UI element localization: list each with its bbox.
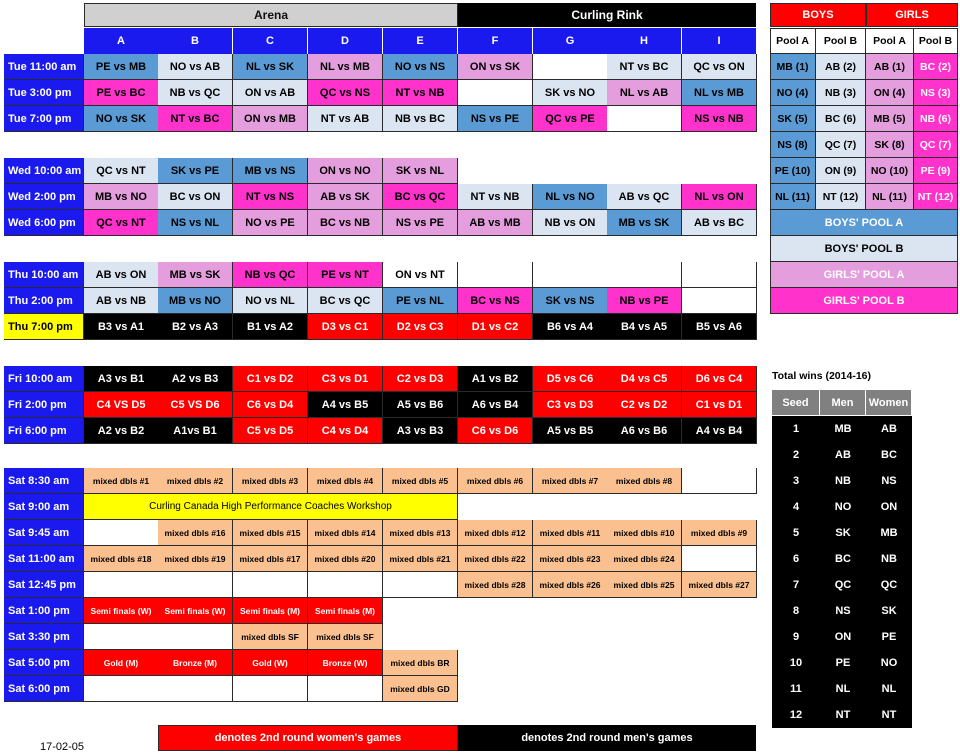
pool-team: MB (1) [770,54,816,80]
game-cell: B3 vs A1 [84,314,159,340]
game-cell: NS vs NL [158,210,233,236]
wins-cell: AB [866,416,912,442]
empty-cell [84,676,159,702]
empty-cell [84,624,159,650]
game-cell: QC vs NT [84,158,159,184]
game-cell: NO vs SK [84,106,159,132]
game-cell: AB vs MB [458,210,533,236]
game-cell: mixed dbls #2 [158,468,233,494]
empty-cell [682,262,757,288]
game-cell: NS vs NB [682,106,757,132]
wins-cell: NL [820,676,866,702]
column-header-h: H [607,28,682,54]
game-cell: SK vs NO [533,80,608,106]
game-cell: mixed dbls #7 [533,468,608,494]
game-cell: BC vs QC [308,288,383,314]
game-cell: NL vs MB [682,80,757,106]
curling-rink-header: Curling Rink [458,3,756,27]
game-cell: SK vs NS [533,288,608,314]
game-cell: NL vs ON [682,184,757,210]
time-slot-label: Sat 11:00 am [4,546,84,572]
game-cell: B2 vs A3 [158,314,233,340]
wins-cell: 8 [772,598,820,624]
game-cell: NB vs BC [383,106,458,132]
pool-team: BC (2) [914,54,958,80]
column-header-e: E [383,28,458,54]
game-cell: BC vs ON [158,184,233,210]
game-cell: A4 vs B5 [308,392,383,418]
game-cell: C6 vs D4 [233,392,308,418]
wins-cell: ON [866,494,912,520]
game-cell: D4 vs C5 [607,366,682,392]
pool-legend-item: BOYS' POOL B [770,236,958,262]
game-cell: NS vs PE [383,210,458,236]
game-cell: NT vs NS [233,184,308,210]
game-cell: mixed dbls #11 [533,520,608,546]
wins-cell: SK [820,520,866,546]
game-cell: QC vs NS [308,80,383,106]
game-cell: mixed dbls SF [308,624,383,650]
game-cell: B1 vs A2 [233,314,308,340]
game-cell: C6 vs D6 [458,418,533,444]
game-cell: NT vs BC [158,106,233,132]
time-slot-label: Fri 10:00 am [4,366,84,392]
time-slot-label: Wed 2:00 pm [4,184,84,210]
pool-team: SK (5) [770,106,816,132]
game-cell: mixed dbls #6 [458,468,533,494]
empty-cell [533,262,608,288]
wins-cell: MB [866,520,912,546]
game-cell: D6 vs C4 [682,366,757,392]
wins-cell: 4 [772,494,820,520]
wins-header: Women [866,390,912,416]
pool-team: PE (9) [914,158,958,184]
game-cell: PE vs MB [84,54,159,80]
game-cell: PE vs NL [383,288,458,314]
pool-team: PE (10) [770,158,816,184]
game-cell: mixed dbls #27 [682,572,757,598]
wins-cell: AB [820,442,866,468]
game-cell: NL vs NO [533,184,608,210]
game-cell: B4 vs A5 [607,314,682,340]
pool-team: MB (5) [866,106,914,132]
game-cell: A1vs B1 [158,418,233,444]
pool-team: NT (12) [914,184,958,210]
game-cell: BC vs NS [458,288,533,314]
time-slot-label: Thu 2:00 pm [4,288,84,314]
empty-cell [233,676,308,702]
game-cell: mixed dbls #28 [458,572,533,598]
game-cell: PE vs NT [308,262,383,288]
time-slot-label: Wed 6:00 pm [4,210,84,236]
pool-legend-item: BOYS' POOL A [770,210,958,236]
empty-cell [607,106,682,132]
game-cell: NB vs PE [607,288,682,314]
wins-cell: NO [866,650,912,676]
game-cell: NT vs NB [383,80,458,106]
arena-header: Arena [84,3,458,27]
game-cell: C1 vs D2 [233,366,308,392]
pool-team: AB (2) [816,54,866,80]
game-cell: C5 vs D5 [233,418,308,444]
pool-team: NB (3) [816,80,866,106]
mens-round-note: denotes 2nd round men's games [458,725,756,751]
game-cell: NS vs PE [458,106,533,132]
game-cell: mixed dbls #3 [233,468,308,494]
game-cell: A4 vs B4 [682,418,757,444]
pool-header: Pool B [816,28,866,54]
game-cell: AB vs SK [308,184,383,210]
wins-cell: NO [820,494,866,520]
wins-cell: SK [866,598,912,624]
empty-cell [383,572,458,598]
wins-cell: NB [866,546,912,572]
pool-team: NL (11) [770,184,816,210]
game-cell: mixed dbls #5 [383,468,458,494]
wins-cell: 11 [772,676,820,702]
pool-team: NL (11) [866,184,914,210]
game-cell: C2 vs D2 [607,392,682,418]
game-cell: ON vs MB [233,106,308,132]
game-cell: Semi finals (W) [158,598,233,624]
wins-cell: QC [866,572,912,598]
time-slot-label: Sat 3:30 pm [4,624,84,650]
pool-team: BC (6) [816,106,866,132]
game-cell: A3 vs B3 [383,418,458,444]
game-cell: B5 vs A6 [682,314,757,340]
wins-cell: BC [820,546,866,572]
game-cell: QC vs ON [682,54,757,80]
game-cell: NB vs QC [158,80,233,106]
girls-header: GIRLS [866,3,958,27]
time-slot-label: Tue 11:00 am [4,54,84,80]
wins-cell: MB [820,416,866,442]
game-cell: NT vs AB [308,106,383,132]
pool-legend-item: GIRLS' POOL A [770,262,958,288]
wins-cell: 10 [772,650,820,676]
empty-cell [458,80,533,106]
game-cell: NL vs SK [233,54,308,80]
time-slot-label: Wed 10:00 am [4,158,84,184]
pool-team: NS (8) [770,132,816,158]
game-cell: D2 vs C3 [383,314,458,340]
wins-header: Seed [772,390,820,416]
empty-cell [158,572,233,598]
column-header-i: I [682,28,757,54]
game-cell: mixed dbls #8 [607,468,682,494]
game-cell: A2 vs B3 [158,366,233,392]
time-slot-label: Sat 9:00 am [4,494,84,520]
game-cell: mixed dbls #26 [533,572,608,598]
game-cell: mixed dbls #14 [308,520,383,546]
game-cell: QC vs PE [533,106,608,132]
game-cell: mixed dbls #10 [607,520,682,546]
empty-cell [84,520,159,546]
game-cell: Semi finals (M) [233,598,308,624]
game-cell: C5 VS D6 [158,392,233,418]
document-date: 17-02-05 [40,741,85,753]
game-cell: mixed dbls #21 [383,546,458,572]
empty-cell [682,288,757,314]
empty-cell [682,468,757,494]
game-cell: NL vs AB [607,80,682,106]
game-cell: ON vs AB [233,80,308,106]
column-header-d: D [308,28,383,54]
game-cell: mixed dbls #20 [308,546,383,572]
game-cell: mixed dbls #12 [458,520,533,546]
wins-cell: 2 [772,442,820,468]
wins-cell: NT [866,702,912,728]
pool-team: NT (12) [816,184,866,210]
game-cell: A3 vs B1 [84,366,159,392]
empty-cell [233,572,308,598]
boys-header: BOYS [770,3,866,27]
time-slot-label: Sat 6:00 pm [4,676,84,702]
game-cell: Bronze (M) [158,650,233,676]
game-cell: mixed dbls #18 [84,546,159,572]
pool-team: NO (10) [866,158,914,184]
game-cell: mixed dbls #4 [308,468,383,494]
time-slot-label: Sat 8:30 am [4,468,84,494]
wins-cell: 6 [772,546,820,572]
empty-cell [458,262,533,288]
game-cell: A2 vs B2 [84,418,159,444]
wins-cell: NS [820,598,866,624]
game-cell: D1 vs C2 [458,314,533,340]
game-cell: A5 vs B5 [533,418,608,444]
empty-cell [607,262,682,288]
empty-cell [158,624,233,650]
column-header-a: A [84,28,159,54]
pool-header: Pool A [866,28,914,54]
game-cell: A6 vs B4 [458,392,533,418]
game-cell: Bronze (W) [308,650,383,676]
wins-cell: QC [820,572,866,598]
game-cell: MB vs NO [84,184,159,210]
wins-cell: 12 [772,702,820,728]
wins-cell: PE [820,650,866,676]
time-slot-label: Sat 9:45 am [4,520,84,546]
game-cell: SK vs NL [383,158,458,184]
time-slot-label: Sat 1:00 pm [4,598,84,624]
total-wins-title: Total wins (2014-16) [772,370,872,382]
time-slot-label: Tue 7:00 pm [4,106,84,132]
pool-team: QC (7) [816,132,866,158]
wins-cell: 5 [772,520,820,546]
empty-cell [308,572,383,598]
game-cell: Gold (W) [233,650,308,676]
game-cell: MB vs SK [607,210,682,236]
game-cell: NB vs QC [233,262,308,288]
wins-cell: ON [820,624,866,650]
empty-cell [682,546,757,572]
game-cell: mixed dbls #22 [458,546,533,572]
game-cell: NB vs ON [533,210,608,236]
game-cell: mixed dbls #17 [233,546,308,572]
game-cell: mixed dbls BR [383,650,458,676]
game-cell: mixed dbls #16 [158,520,233,546]
column-header-g: G [533,28,608,54]
time-slot-label: Thu 7:00 pm [4,314,84,340]
game-cell: ON vs NO [308,158,383,184]
empty-cell [533,54,608,80]
game-cell: mixed dbls #19 [158,546,233,572]
time-slot-label: Thu 10:00 am [4,262,84,288]
game-cell: Semi finals (W) [84,598,159,624]
pool-team: AB (1) [866,54,914,80]
game-cell: mixed dbls #15 [233,520,308,546]
game-cell: ON vs NT [383,262,458,288]
game-cell: D3 vs C1 [308,314,383,340]
wins-cell: PE [866,624,912,650]
game-cell: C2 vs D3 [383,366,458,392]
pool-team: NB (6) [914,106,958,132]
game-cell: mixed dbls #23 [533,546,608,572]
empty-cell [84,572,159,598]
game-cell: C3 vs D1 [308,366,383,392]
game-cell: mixed dbls SF [233,624,308,650]
column-header-f: F [458,28,533,54]
game-cell: NT vs BC [607,54,682,80]
wins-header: Men [820,390,866,416]
game-cell: NO vs NL [233,288,308,314]
empty-cell [158,676,233,702]
workshop-banner: Curling Canada High Performance Coaches Workshop [84,494,458,520]
game-cell: NO vs PE [233,210,308,236]
pool-team: NS (3) [914,80,958,106]
game-cell: C1 vs D1 [682,392,757,418]
game-cell: NT vs NB [458,184,533,210]
game-cell: AB vs QC [607,184,682,210]
game-cell: ON vs SK [458,54,533,80]
column-header-c: C [233,28,308,54]
game-cell: D5 vs C6 [533,366,608,392]
game-cell: NO vs AB [158,54,233,80]
game-cell: C4 vs D4 [308,418,383,444]
game-cell: A6 vs B6 [607,418,682,444]
game-cell: PE vs BC [84,80,159,106]
wins-cell: NT [820,702,866,728]
pool-team: ON (9) [816,158,866,184]
game-cell: SK vs PE [158,158,233,184]
game-cell: mixed dbls GD [383,676,458,702]
game-cell: BC vs NB [308,210,383,236]
game-cell: mixed dbls #1 [84,468,159,494]
game-cell: mixed dbls #24 [607,546,682,572]
womens-round-note: denotes 2nd round women's games [158,725,458,751]
time-slot-label: Sat 12:45 pm [4,572,84,598]
game-cell: C3 vs D3 [533,392,608,418]
game-cell: MB vs SK [158,262,233,288]
wins-cell: NB [820,468,866,494]
wins-cell: 1 [772,416,820,442]
pool-header: Pool B [914,28,958,54]
game-cell: A1 vs B2 [458,366,533,392]
column-header-b: B [158,28,233,54]
wins-cell: NL [866,676,912,702]
wins-cell: 7 [772,572,820,598]
game-cell: AB vs NB [84,288,159,314]
pool-header: Pool A [770,28,816,54]
game-cell: QC vs NT [84,210,159,236]
game-cell: Semi finals (M) [308,598,383,624]
game-cell: mixed dbls #9 [682,520,757,546]
time-slot-label: Tue 3:00 pm [4,80,84,106]
wins-cell: 9 [772,624,820,650]
game-cell: NO vs NS [383,54,458,80]
game-cell: NL vs MB [308,54,383,80]
game-cell: B6 vs A4 [533,314,608,340]
game-cell: MB vs NS [233,158,308,184]
wins-cell: 3 [772,468,820,494]
game-cell: MB vs NO [158,288,233,314]
game-cell: C4 VS D5 [84,392,159,418]
pool-team: NO (4) [770,80,816,106]
time-slot-label: Sat 5:00 pm [4,650,84,676]
wins-cell: BC [866,442,912,468]
game-cell: Gold (M) [84,650,159,676]
game-cell: AB vs ON [84,262,159,288]
game-cell: mixed dbls #25 [607,572,682,598]
game-cell: AB vs BC [682,210,757,236]
game-cell: A5 vs B6 [383,392,458,418]
pool-team: ON (4) [866,80,914,106]
time-slot-label: Fri 6:00 pm [4,418,84,444]
game-cell: BC vs QC [383,184,458,210]
pool-team: QC (7) [914,132,958,158]
pool-team: SK (8) [866,132,914,158]
time-slot-label: Fri 2:00 pm [4,392,84,418]
wins-cell: NS [866,468,912,494]
game-cell: mixed dbls #13 [383,520,458,546]
empty-cell [308,676,383,702]
pool-legend-item: GIRLS' POOL B [770,288,958,314]
